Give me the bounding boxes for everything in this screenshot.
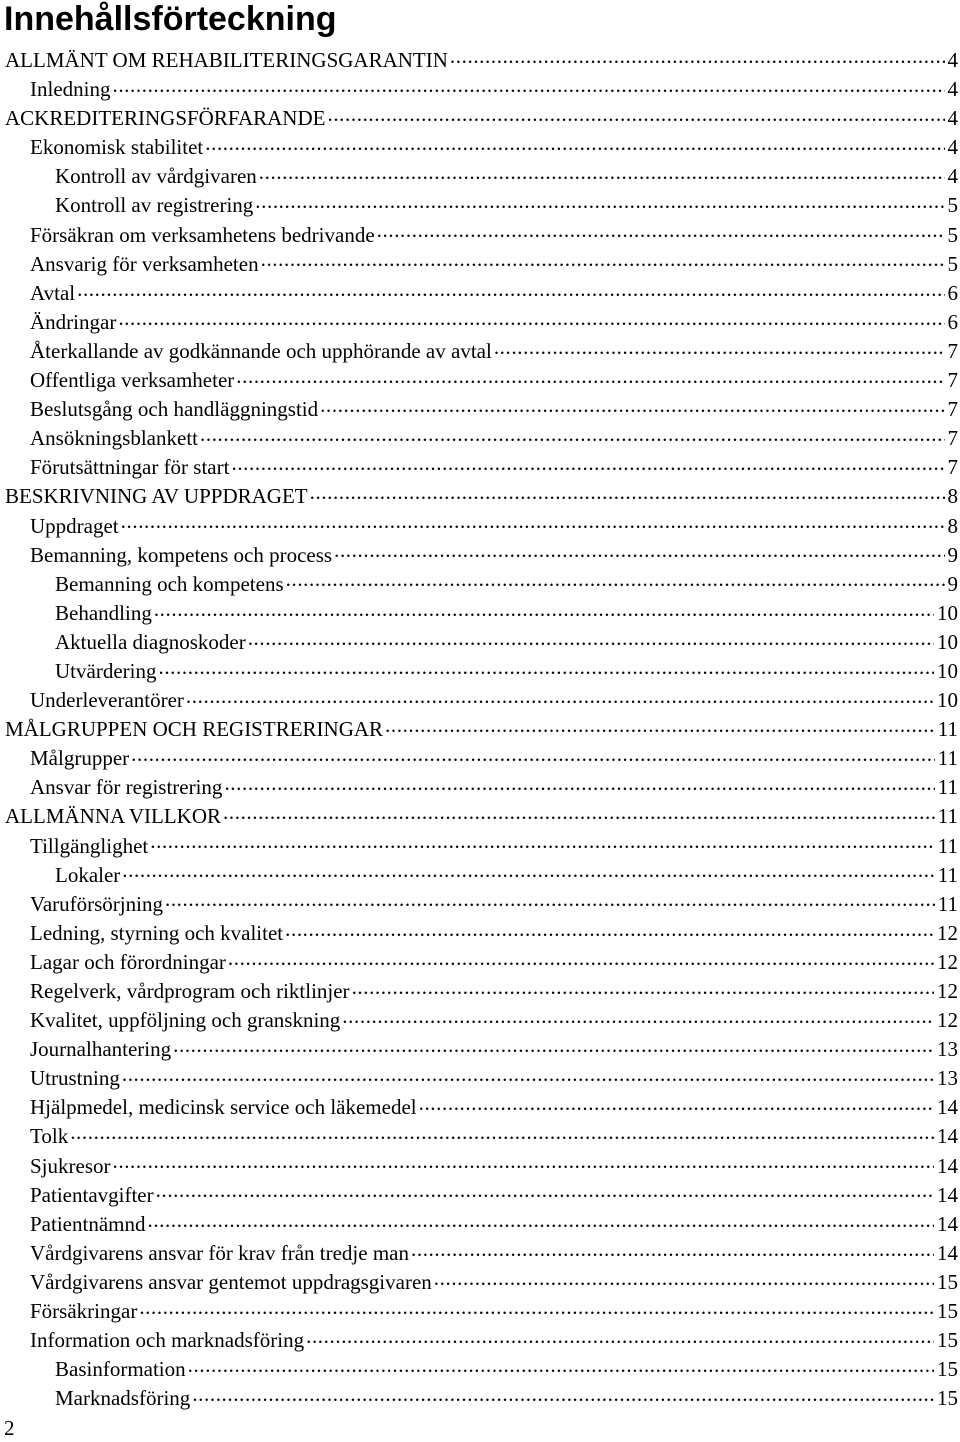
toc-entry-page-number: 4 (947, 164, 958, 189)
toc-entry[interactable] (0, 482, 960, 511)
toc-entry[interactable] (0, 1122, 960, 1151)
toc-entry[interactable] (0, 802, 960, 831)
toc-entry[interactable] (0, 1035, 960, 1064)
toc-dot-leader (118, 308, 944, 329)
toc-entry-label: Underleverantörer (30, 688, 184, 713)
toc-entry-page-number: 4 (947, 135, 958, 160)
toc-entry-page-number: 14 (937, 1095, 958, 1120)
toc-dot-leader (77, 279, 944, 300)
toc-entry-label: Bemanning och kompetens (55, 571, 284, 596)
table-of-contents (0, 46, 960, 1413)
toc-entry-page-number: 7 (947, 455, 958, 480)
toc-entry-label: Avtal (30, 280, 76, 305)
page-title: Innehållsförteckning (4, 0, 337, 38)
toc-dot-leader (139, 1297, 934, 1318)
toc-entry-page-number: 14 (937, 1153, 958, 1178)
toc-entry-page-number: 4 (947, 48, 958, 72)
toc-entry-label: Behandling (55, 600, 152, 625)
toc-entry-page-number: 13 (937, 1037, 958, 1062)
toc-entry-page-number: 14 (937, 1182, 958, 1207)
toc-entry-page-number: 7 (947, 397, 958, 422)
toc-dot-leader (188, 1355, 934, 1376)
toc-entry-label: Ändringar (30, 309, 117, 334)
toc-entry-page-number: 15 (937, 1269, 958, 1294)
toc-dot-leader (306, 1326, 934, 1347)
toc-entry-label: Inledning (30, 77, 111, 102)
toc-dot-leader (334, 541, 944, 562)
toc-dot-leader (150, 832, 935, 853)
toc-entry[interactable] (0, 628, 960, 657)
toc-entry[interactable] (0, 279, 960, 308)
toc-dot-leader (411, 1239, 934, 1260)
toc-entry-page-number: 10 (937, 658, 958, 683)
toc-entry-page-number: 5 (947, 251, 958, 276)
toc-entry[interactable] (0, 832, 960, 861)
toc-entry-label: Målgrupper (30, 746, 130, 771)
toc-entry-page-number: 13 (937, 1066, 958, 1091)
toc-entry[interactable] (0, 919, 960, 948)
toc-dot-leader (342, 1006, 934, 1027)
toc-entry-page-number: 10 (937, 600, 958, 625)
toc-entry[interactable] (0, 221, 960, 250)
toc-entry-page-number: 11 (937, 833, 958, 858)
toc-entry[interactable] (0, 1006, 960, 1035)
toc-entry-label: Utrustning (30, 1066, 120, 1091)
toc-entry-label: Aktuella diagnoskoder (55, 629, 246, 654)
toc-dot-leader (320, 395, 944, 416)
toc-entry[interactable] (0, 1355, 960, 1384)
toc-entry-page-number: 12 (937, 920, 958, 945)
toc-dot-leader (200, 424, 945, 445)
toc-dot-leader (228, 948, 934, 969)
toc-entry[interactable] (0, 570, 960, 599)
toc-entry-label: Ansvarig för verksamheten (30, 251, 259, 276)
toc-dot-leader (285, 919, 934, 940)
toc-entry-label: ALLMÄNT OM REHABILITERINGSGARANTIN (5, 48, 448, 72)
toc-entry[interactable] (0, 1181, 960, 1210)
toc-entry-page-number: 15 (937, 1299, 958, 1324)
toc-entry-label: Bemanning, kompetens och process (30, 542, 333, 567)
toc-dot-leader (113, 1152, 935, 1173)
toc-entry-page-number: 15 (937, 1357, 958, 1382)
toc-entry-label: Marknadsföring (55, 1386, 191, 1411)
toc-entry[interactable] (0, 1064, 960, 1093)
toc-entry-page-number: 10 (937, 629, 958, 654)
toc-entry-label: Försäkran om verksamhetens bedrivande (30, 222, 375, 247)
toc-entry[interactable] (0, 337, 960, 366)
toc-dot-leader (173, 1035, 934, 1056)
toc-entry-page-number: 14 (937, 1211, 958, 1236)
toc-dot-leader (192, 1384, 934, 1405)
toc-dot-leader (165, 890, 935, 911)
toc-entry[interactable] (0, 1239, 960, 1268)
toc-dot-leader (121, 512, 945, 533)
toc-entry-page-number: 7 (947, 426, 958, 451)
page-number: 2 (4, 1416, 15, 1440)
toc-entry-label: Lagar och förordningar (30, 949, 226, 974)
toc-dot-leader (186, 686, 934, 707)
toc-entry-label: MÅLGRUPPEN OCH REGISTRERINGAR (5, 717, 384, 742)
toc-entry-label: Information och marknadsföring (30, 1328, 305, 1353)
toc-entry-label: Kvalitet, uppföljning och granskning (30, 1008, 341, 1033)
toc-entry[interactable] (0, 453, 960, 482)
toc-dot-leader (154, 599, 934, 620)
toc-entry[interactable] (0, 1268, 960, 1297)
toc-entry-label: Tolk (30, 1124, 69, 1149)
toc-entry-page-number: 6 (947, 309, 958, 334)
toc-dot-leader (122, 1064, 934, 1085)
toc-entry[interactable] (0, 861, 960, 890)
toc-dot-leader (434, 1268, 934, 1289)
toc-entry-page-number: 9 (947, 571, 958, 596)
toc-dot-leader (286, 570, 945, 591)
toc-entry-label: Regelverk, vårdprogram och riktlinjer (30, 979, 350, 1003)
toc-entry-label: Basinformation (55, 1357, 186, 1382)
toc-entry-page-number: 11 (937, 804, 958, 829)
toc-entry-label: Vårdgivarens ansvar gentemot uppdragsgivaren (30, 1269, 432, 1294)
toc-entry[interactable] (0, 599, 960, 628)
toc-entry-page-number: 7 (947, 338, 958, 363)
toc-entry-page-number: 14 (937, 1240, 958, 1265)
toc-dot-leader (70, 1122, 934, 1143)
toc-entry[interactable] (0, 657, 960, 686)
toc-dot-leader (231, 453, 944, 474)
toc-entry-label: Offentliga verksamheter (30, 368, 235, 393)
toc-entry[interactable] (0, 541, 960, 570)
toc-dot-leader (147, 1210, 934, 1231)
toc-dot-leader (352, 977, 934, 998)
toc-entry[interactable] (0, 162, 960, 191)
toc-entry-label: Ansvar för registrering (30, 775, 223, 800)
toc-entry-label: Sjukresor (30, 1153, 111, 1178)
toc-dot-leader (156, 1181, 934, 1202)
toc-entry-label: Lokaler (55, 862, 121, 887)
toc-dot-leader (224, 773, 934, 794)
toc-entry[interactable] (0, 308, 960, 337)
toc-entry-label: Utvärdering (55, 658, 157, 683)
toc-entry-page-number: 15 (937, 1386, 958, 1411)
toc-entry[interactable] (0, 1384, 960, 1413)
toc-entry-page-number: 6 (947, 280, 958, 305)
toc-entry-page-number: 12 (937, 979, 958, 1003)
toc-dot-leader (248, 628, 934, 649)
toc-entry-page-number: 14 (937, 1124, 958, 1149)
toc-entry-label: Förutsättningar för start (30, 455, 230, 480)
toc-dot-leader (112, 75, 944, 96)
toc-dot-leader (205, 133, 944, 154)
toc-entry[interactable] (0, 686, 960, 715)
toc-entry-page-number: 8 (947, 484, 958, 509)
toc-entry[interactable] (0, 104, 960, 133)
toc-entry-page-number: 15 (937, 1328, 958, 1353)
toc-entry-label: Beslutsgång och handläggningstid (30, 397, 319, 422)
toc-dot-leader (236, 366, 944, 387)
toc-entry-label: Kontroll av registrering (55, 193, 254, 218)
toc-entry[interactable] (0, 133, 960, 162)
toc-entry-page-number: 11 (937, 717, 958, 742)
toc-entry-page-number: 7 (947, 368, 958, 393)
toc-entry[interactable] (0, 191, 960, 220)
toc-entry-label: Ledning, styrning och kvalitet (30, 920, 284, 945)
toc-entry-label: Journalhantering (30, 1037, 172, 1062)
toc-dot-leader (494, 337, 945, 358)
toc-entry-label: BESKRIVNING AV UPPDRAGET (5, 484, 308, 509)
toc-dot-leader (310, 482, 945, 503)
toc-dot-leader (450, 46, 945, 67)
toc-entry-label: Varuförsörjning (30, 891, 163, 916)
toc-entry-page-number: 4 (947, 77, 958, 102)
toc-entry[interactable] (0, 512, 960, 541)
toc-dot-leader (223, 802, 935, 823)
toc-entry-page-number: 11 (937, 862, 958, 887)
toc-entry[interactable] (0, 250, 960, 279)
toc-entry-label: Kontroll av vårdgivaren (55, 164, 257, 189)
toc-entry[interactable] (0, 1210, 960, 1239)
toc-entry-label: Tillgänglighet (30, 833, 149, 858)
toc-entry[interactable] (0, 890, 960, 919)
toc-entry[interactable] (0, 715, 960, 744)
toc-entry[interactable] (0, 773, 960, 802)
toc-entry-label: Återkallande av godkännande och upphörande av avtal (30, 338, 492, 363)
toc-entry[interactable] (0, 395, 960, 424)
toc-entry[interactable] (0, 1093, 960, 1122)
toc-dot-leader (158, 657, 934, 678)
toc-entry[interactable] (0, 75, 960, 104)
toc-dot-leader (419, 1093, 934, 1114)
toc-entry-label: ALLMÄNNA VILLKOR (5, 804, 222, 829)
toc-dot-leader (259, 162, 945, 183)
toc-dot-leader (131, 744, 935, 765)
toc-entry-page-number: 11 (937, 746, 958, 771)
toc-entry[interactable] (0, 1326, 960, 1355)
toc-entry[interactable] (0, 424, 960, 453)
toc-entry-page-number: 8 (947, 513, 958, 538)
toc-entry-page-number: 5 (947, 193, 958, 218)
toc-entry[interactable] (0, 744, 960, 773)
toc-dot-leader (122, 861, 934, 882)
toc-dot-leader (377, 221, 945, 242)
toc-entry[interactable] (0, 366, 960, 395)
toc-entry-page-number: 10 (937, 688, 958, 713)
toc-entry-label: Ekonomisk stabilitet (30, 135, 204, 160)
toc-entry[interactable] (0, 1297, 960, 1326)
toc-entry[interactable] (0, 977, 960, 1006)
toc-entry-label: Ansökningsblankett (30, 426, 198, 451)
toc-entry[interactable] (0, 948, 960, 977)
toc-entry-page-number: 12 (937, 1008, 958, 1033)
toc-entry-label: Uppdraget (30, 513, 119, 538)
toc-entry-page-number: 12 (937, 949, 958, 974)
toc-dot-leader (385, 715, 935, 736)
toc-entry-page-number: 11 (937, 775, 958, 800)
toc-entry-page-number: 5 (947, 222, 958, 247)
toc-entry-page-number: 4 (947, 106, 958, 131)
toc-dot-leader (327, 104, 944, 125)
toc-entry-label: Patientnämnd (30, 1211, 146, 1236)
toc-entry-label: Försäkringar (30, 1299, 138, 1324)
toc-entry[interactable] (0, 1152, 960, 1181)
toc-dot-leader (261, 250, 945, 271)
toc-entry-page-number: 9 (947, 542, 958, 567)
toc-dot-leader (255, 191, 944, 212)
toc-entry-label: Vårdgivarens ansvar för krav från tredje man (30, 1240, 409, 1265)
toc-entry-label: Patientavgifter (30, 1182, 154, 1207)
toc-entry-label: ACKREDITERINGSFÖRFARANDE (5, 106, 326, 131)
toc-entry-page-number: 11 (937, 891, 958, 916)
toc-entry[interactable] (0, 46, 960, 75)
toc-entry-label: Hjälpmedel, medicinsk service och läkemedel (30, 1095, 417, 1120)
